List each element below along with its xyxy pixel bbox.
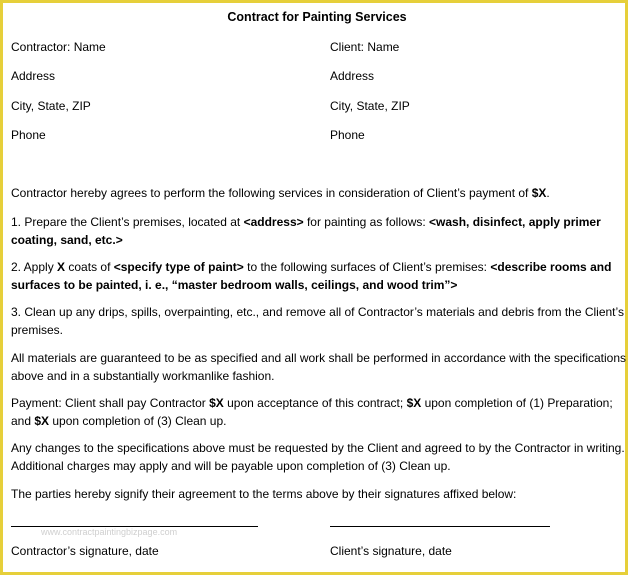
payment-text-1: Payment: Client shall pay Contractor — [11, 396, 210, 410]
agreement-paragraph: The parties hereby signify their agreement to the terms above by their signatures affixed below: — [11, 487, 517, 501]
contractor-city: City, State, ZIP — [11, 99, 91, 113]
contractor-name: Contractor: Name — [11, 40, 106, 54]
guarantee-paragraph: All materials are guaranteed to be as specified and all work shall be performed in accordance with the specifications above and in a substantially workmanlike fashion. — [11, 351, 626, 383]
item-1-paragraph — [11, 213, 628, 249]
item-2-paragraph — [11, 258, 628, 294]
contractor-phone: Phone — [11, 128, 46, 142]
item-3-paragraph: 3. Clean up any drips, spills, overpainting, etc., and remove all of Contractor’s materials and debris from the Client’s premises. — [11, 305, 624, 337]
payment-paragraph — [11, 394, 628, 430]
item2-text3: to the following surfaces of Client’s premises: — [243, 260, 491, 274]
client-phone: Phone — [330, 128, 365, 142]
payment-text-2: upon acceptance of this contract; — [223, 396, 407, 410]
client-address: Address — [330, 69, 375, 83]
intro-text: Contractor hereby agrees to perform the following services in consideration of Client’s payment of — [11, 186, 532, 200]
client-signature-label: Client’s signature, date — [330, 544, 452, 558]
changes-paragraph: Any changes to the specifications above must be requested by the Client and agreed to by the Contractor in writing. Additional charges may apply and will be payable upon completion of (3) Clean up. — [11, 441, 625, 473]
document-title: Contract for Painting Services — [227, 10, 407, 24]
payment-text-4: upon completion of (3) Clean up. — [49, 414, 227, 428]
client-name: Client: Name — [330, 40, 400, 54]
item1-text: 1. Prepare the Client’s premises, located at — [11, 215, 244, 229]
intro-amount: $X — [531, 186, 547, 200]
client-signature-line — [330, 526, 550, 527]
contractor-signature-label: Contractor’s signature, date — [11, 544, 159, 558]
payment-amount-3: $X — [34, 414, 50, 428]
payment-amount-2: $X — [406, 396, 422, 410]
item1-text2: for painting as follows: — [303, 215, 430, 229]
item1-prep: <wash, disinfect, apply primer coating, sand, etc.> — [11, 215, 601, 247]
item2-paint: <specify type of paint> — [113, 260, 244, 274]
item2-x: X — [57, 260, 66, 274]
intro-end: . — [546, 186, 550, 200]
payment-amount-1: $X — [209, 396, 224, 410]
item2-surfaces: <describe rooms and surfaces to be painted, i. e., “master bedroom walls, ceilings, and wood trim”> — [11, 260, 612, 292]
client-city: City, State, ZIP — [330, 99, 410, 113]
contractor-address: Address — [11, 69, 56, 83]
intro-paragraph — [11, 184, 628, 202]
payment-text-3: upon completion of (1) Preparation; and — [11, 396, 613, 428]
item2-text2: coats of — [65, 260, 114, 274]
item1-address: <address> — [243, 215, 304, 229]
item2-text: 2. Apply — [11, 260, 58, 274]
watermark-text: www.contractpaintingbizpage.com — [41, 527, 178, 537]
